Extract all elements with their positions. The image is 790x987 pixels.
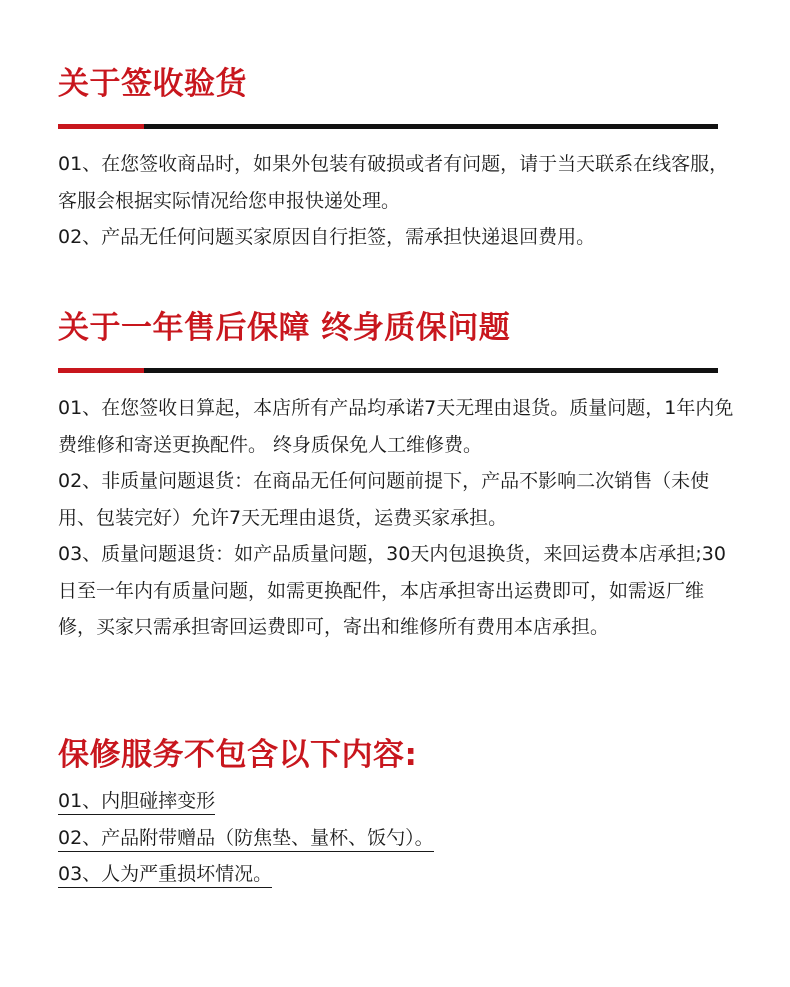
section-body <box>58 146 738 256</box>
paragraph: 01、在您签收日算起，本店所有产品均承诺7天无理由退货。质量问题，1年内免费维修和寄送更换配件。 终身质保免人工维修费。 <box>58 397 734 456</box>
section-divider <box>58 124 718 129</box>
list-item <box>58 820 738 857</box>
list-item-text: 02、产品附带赠品（防焦垫、量杯、饭勺）。 <box>58 827 434 852</box>
section-title: 保修服务不包含以下内容: <box>58 737 418 773</box>
paragraph: 01、在您签收商品时，如果外包装有破损或者有问题，请于当天联系在线客服，客服会根据实际情况给您申报快递处理。 <box>58 153 729 212</box>
section-body <box>58 390 738 646</box>
paragraph: 02、产品无任何问题买家原因自行拒签，需承担快递退回费用。 <box>58 226 596 248</box>
section-after-sales-warranty <box>58 308 738 646</box>
section-divider <box>58 368 718 373</box>
list-item-text: 03、人为严重损坏情况。 <box>58 863 272 888</box>
section-warranty-exclusions <box>58 735 738 893</box>
paragraph: 03、质量问题退货：如产品质量问题，30天内包退换货，来回运费本店承担;30日至一年内有质量问题，如需更换配件，本店承担寄出运费即可，如需返厂维修，买家只需承担寄回运费即可，寄出和维修所有费用本店承担。 <box>58 543 726 638</box>
paragraph: 02、非质量问题退货：在商品无任何问题前提下，产品不影响二次销售（未使用、包装完好）允许7天无理由退货，运费买家承担。 <box>58 470 710 529</box>
list-item <box>58 856 738 893</box>
divider-accent <box>58 368 144 373</box>
list-item-text: 01、内胆碰摔变形 <box>58 790 215 815</box>
list-item <box>58 783 738 820</box>
section-title: 关于一年售后保障 终身质保问题 <box>58 310 511 346</box>
section-sign-inspection <box>58 64 738 256</box>
divider-accent <box>58 124 144 129</box>
exclusion-list <box>58 783 738 893</box>
section-title: 关于签收验货 <box>58 66 247 102</box>
